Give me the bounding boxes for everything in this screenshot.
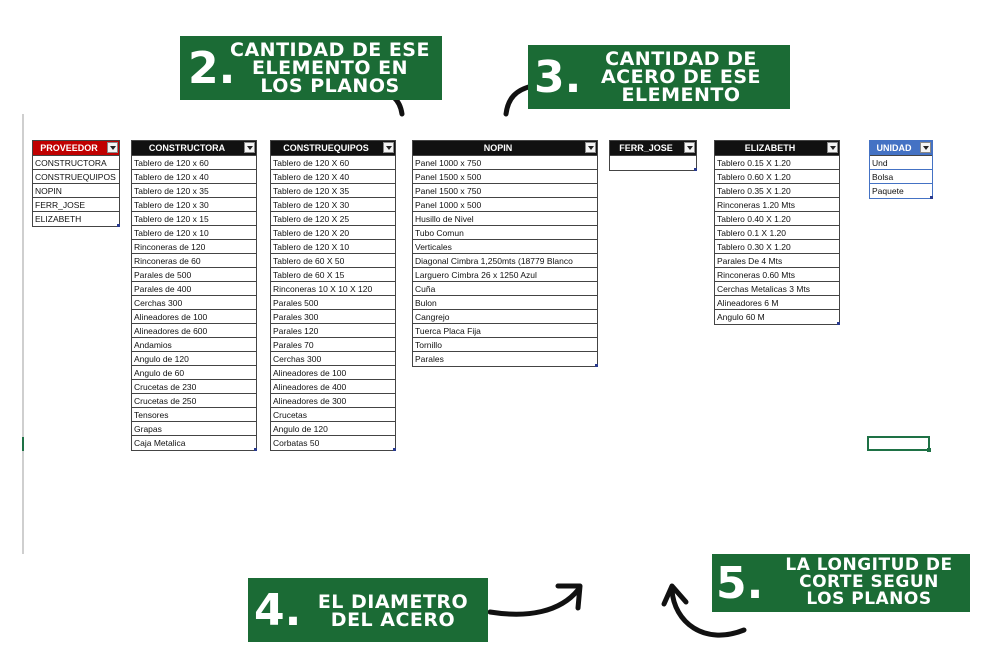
table-cell[interactable]: FERR_JOSE <box>33 198 119 212</box>
filter-dropdown-icon[interactable] <box>107 142 118 153</box>
table-cell[interactable] <box>610 156 696 170</box>
header-proveedor[interactable] <box>33 141 119 156</box>
table-cell[interactable]: Crucetas <box>271 408 395 422</box>
table-cell[interactable]: Rinconeras 1.20 Mts <box>715 198 839 212</box>
table-cell[interactable]: Tablero de 120 X 20 <box>271 226 395 240</box>
table-cell[interactable]: Rinconeras 0.60 Mts <box>715 268 839 282</box>
table-cell[interactable]: Tablero de 120 x 60 <box>132 156 256 170</box>
header-ferr-jose[interactable] <box>610 141 696 156</box>
table-cell[interactable]: Parales 70 <box>271 338 395 352</box>
table-cell[interactable]: Angulo de 120 <box>271 422 395 436</box>
banner-4-number: 4. <box>254 585 302 636</box>
banner-4 <box>248 578 488 642</box>
header-constructora-label: CONSTRUCTORA <box>148 143 226 153</box>
header-elizabeth-label: ELIZABETH <box>744 143 796 153</box>
table-cell[interactable]: Cuña <box>413 282 597 296</box>
table-cell[interactable]: Panel 1500 x 750 <box>413 184 597 198</box>
table-cell[interactable]: Parales de 500 <box>132 268 256 282</box>
table-ferr-jose <box>609 140 697 171</box>
table-cell[interactable]: Angulo de 60 <box>132 366 256 380</box>
table-cell[interactable]: Tablero 0.40 X 1.20 <box>715 212 839 226</box>
table-cell[interactable]: Corbatas 50 <box>273 438 320 448</box>
selected-cell[interactable] <box>867 436 930 451</box>
header-nopin[interactable] <box>413 141 597 156</box>
table-cell[interactable]: Tablero de 120 X 40 <box>271 170 395 184</box>
table-cell[interactable]: Rinconeras de 60 <box>132 254 256 268</box>
filter-dropdown-icon[interactable] <box>383 142 394 153</box>
banner-5 <box>712 554 970 612</box>
table-cell[interactable]: CONSTRUCTORA <box>33 156 119 170</box>
header-unidad[interactable] <box>870 141 932 156</box>
table-cell[interactable]: Parales 120 <box>271 324 395 338</box>
table-cell[interactable]: Parales 500 <box>271 296 395 310</box>
table-cell[interactable]: Husillo de Nivel <box>413 212 597 226</box>
table-cell[interactable]: Caja Metalica <box>134 438 186 448</box>
filter-dropdown-icon[interactable] <box>684 142 695 153</box>
table-cell[interactable]: Angulo 60 M <box>717 312 765 322</box>
banner-5-line1: LA LONGITUD DE <box>785 555 953 575</box>
spreadsheet-area <box>22 114 982 554</box>
table-cell[interactable]: Parales De 4 Mts <box>715 254 839 268</box>
table-cell[interactable]: Tablero 0.35 X 1.20 <box>715 184 839 198</box>
banner-5-number: 5. <box>716 558 764 609</box>
header-ferr-jose-label: FERR_JOSE <box>619 143 673 153</box>
table-cell[interactable]: Tablero de 120 x 10 <box>132 226 256 240</box>
table-resize-handle[interactable] <box>117 224 120 227</box>
table-cell[interactable]: Paquete <box>872 186 904 196</box>
banner-3-line2: ACERO DE ESE <box>600 66 762 88</box>
banner-3-line1: CANTIDAD DE <box>605 48 757 70</box>
table-cell[interactable]: Tablero de 120 x 30 <box>132 198 256 212</box>
banner-2-line3: LOS PLANOS <box>260 75 400 97</box>
banner-5-line3: LOS PLANOS <box>806 589 932 609</box>
header-elizabeth[interactable] <box>715 141 839 156</box>
header-unidad-label: UNIDAD <box>876 143 912 153</box>
table-cell[interactable]: Tablero 0.60 X 1.20 <box>715 170 839 184</box>
table-unidad <box>869 140 933 199</box>
banner-3-line3: ELEMENTO <box>621 84 741 106</box>
table-cell[interactable]: Diagonal Cimbra 1,250mts (18779 Blanco <box>413 254 597 268</box>
table-cell[interactable]: Crucetas de 250 <box>132 394 256 408</box>
table-cell[interactable]: Larguero Cimbra 26 x 1250 Azul <box>413 268 597 282</box>
table-cell[interactable]: Alineadores de 100 <box>271 366 395 380</box>
table-cell[interactable]: Panel 1000 x 750 <box>413 156 597 170</box>
banner-4-line1: EL DIAMETRO <box>317 591 469 613</box>
table-cell[interactable]: Cerchas 300 <box>271 352 395 366</box>
table-cell[interactable]: Tablero de 120 X 30 <box>271 198 395 212</box>
banner-2-line2: ELEMENTO EN <box>252 57 408 79</box>
table-cell[interactable]: Verticales <box>413 240 597 254</box>
table-cell[interactable]: Tablero de 120 X 10 <box>271 240 395 254</box>
filter-dropdown-icon[interactable] <box>827 142 838 153</box>
table-cell[interactable]: Tablero de 60 X 50 <box>271 254 395 268</box>
banner-3-number: 3. <box>534 52 582 103</box>
table-cell[interactable]: Rinconeras de 120 <box>132 240 256 254</box>
table-resize-handle[interactable] <box>694 168 697 171</box>
table-elizabeth <box>714 140 840 325</box>
header-nopin-label: NOPIN <box>483 143 513 153</box>
header-constructora[interactable] <box>132 141 256 156</box>
table-cell[interactable]: ELIZABETH <box>35 214 82 224</box>
table-cell[interactable]: Tubo Comun <box>413 226 597 240</box>
row-indicator <box>22 437 24 451</box>
filter-dropdown-icon[interactable] <box>920 142 931 153</box>
table-cell[interactable]: Grapas <box>132 422 256 436</box>
table-cell[interactable]: Alineadores de 300 <box>271 394 395 408</box>
curved-arrow-icon <box>488 580 588 622</box>
header-proveedor-label: PROVEEDOR <box>40 143 98 153</box>
table-cell[interactable]: Bolsa <box>870 170 932 184</box>
table-cell[interactable]: Tablero 0.1 X 1.20 <box>715 226 839 240</box>
table-cell[interactable]: Alineadores de 600 <box>132 324 256 338</box>
table-resize-handle[interactable] <box>595 364 598 367</box>
table-construequipos <box>270 140 396 451</box>
header-construequipos[interactable] <box>271 141 395 156</box>
table-resize-handle[interactable] <box>837 322 840 325</box>
filter-dropdown-icon[interactable] <box>244 142 255 153</box>
table-cell[interactable]: Tablero 0.30 X 1.20 <box>715 240 839 254</box>
table-cell[interactable]: CONSTRUEQUIPOS <box>33 170 119 184</box>
table-cell[interactable]: Andamios <box>132 338 256 352</box>
table-cell[interactable]: Tablero de 120 X 60 <box>271 156 395 170</box>
table-cell[interactable]: Angulo de 120 <box>132 352 256 366</box>
table-proveedor <box>32 140 120 227</box>
table-resize-handle[interactable] <box>393 448 396 451</box>
table-cell[interactable]: Parales 300 <box>271 310 395 324</box>
table-cell[interactable]: Tablero de 120 x 35 <box>132 184 256 198</box>
table-cell[interactable]: Alineadores 6 M <box>715 296 839 310</box>
table-cell[interactable]: Tuerca Placa Fija <box>413 324 597 338</box>
table-cell[interactable]: Tornillo <box>413 338 597 352</box>
table-constructora <box>131 140 257 451</box>
table-cell[interactable]: Tensores <box>132 408 256 422</box>
table-cell[interactable]: Crucetas de 230 <box>132 380 256 394</box>
header-construequipos-label: CONSTRUEQUIPOS <box>283 143 369 153</box>
table-cell[interactable]: Tablero de 60 X 15 <box>271 268 395 282</box>
table-cell[interactable]: Parales <box>415 354 444 364</box>
banner-2 <box>180 36 442 100</box>
banner-4-line2: DEL ACERO <box>330 609 456 631</box>
table-cell[interactable]: NOPIN <box>33 184 119 198</box>
table-cell[interactable]: Tablero de 120 X 35 <box>271 184 395 198</box>
table-cell[interactable]: Tablero 0.15 X 1.20 <box>715 156 839 170</box>
table-cell[interactable]: Alineadores de 100 <box>132 310 256 324</box>
table-resize-handle[interactable] <box>930 196 933 199</box>
table-cell[interactable]: Tablero de 120 X 25 <box>271 212 395 226</box>
banner-2-line1: CANTIDAD DE ESE <box>230 39 430 61</box>
table-resize-handle[interactable] <box>254 448 257 451</box>
banner-2-number: 2. <box>188 43 236 94</box>
table-cell[interactable]: Rinconeras 10 X 10 X 120 <box>271 282 395 296</box>
table-cell[interactable]: Panel 1000 x 500 <box>413 198 597 212</box>
table-cell[interactable]: Cerchas Metalicas 3 Mts <box>715 282 839 296</box>
table-cell[interactable]: Alineadores de 400 <box>271 380 395 394</box>
table-cell[interactable]: Tablero de 120 x 40 <box>132 170 256 184</box>
banner-3 <box>528 45 790 109</box>
table-nopin <box>412 140 598 367</box>
table-cell[interactable]: Und <box>870 156 932 170</box>
table-cell[interactable]: Cerchas 300 <box>132 296 256 310</box>
table-cell[interactable]: Parales de 400 <box>132 282 256 296</box>
table-cell[interactable]: Bulon <box>413 296 597 310</box>
banner-5-line2: CORTE SEGUN <box>799 572 939 592</box>
table-cell[interactable]: Panel 1500 x 500 <box>413 170 597 184</box>
table-cell[interactable]: Tablero de 120 x 15 <box>132 212 256 226</box>
filter-dropdown-icon[interactable] <box>585 142 596 153</box>
table-cell[interactable]: Cangrejo <box>413 310 597 324</box>
